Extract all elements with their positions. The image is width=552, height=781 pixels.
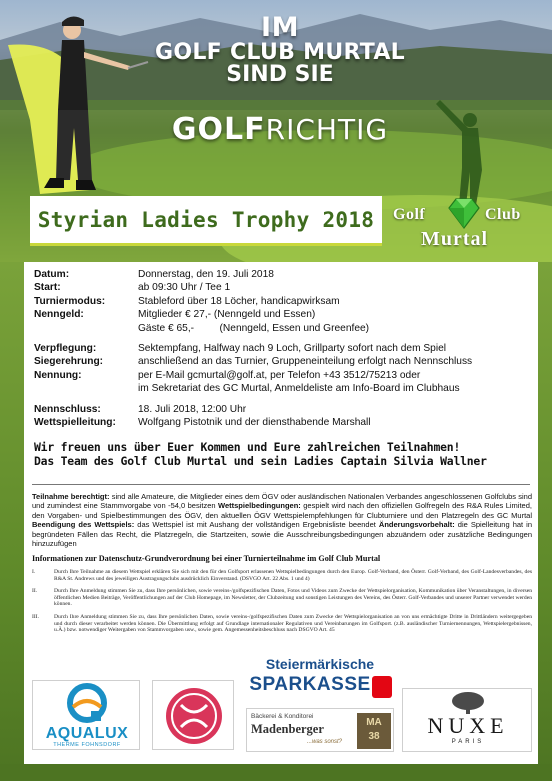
- detail-value: Gäste € 65,- (Nenngeld, Essen und Greenfee): [138, 322, 370, 334]
- madenberger-line3: ...was sonst?: [307, 739, 343, 745]
- privacy-item-number: III.: [32, 613, 39, 620]
- detail-value: anschließend an das Turnier, Gruppeneinteilung erfolgt nach Nennschluss: [138, 356, 473, 368]
- welcome-line2: Das Team des Golf Club Murtal und sein Ladies Captain Silvia Wallner: [34, 454, 487, 468]
- madenberger-line2: Madenberger: [251, 722, 324, 736]
- detail-row: [34, 355, 534, 368]
- list-item: [32, 588, 532, 608]
- detail-label: Nennung:: [34, 369, 82, 381]
- list-item: [32, 614, 532, 634]
- detail-label: [34, 382, 138, 395]
- aqualux-logo-icon: [33, 681, 140, 725]
- terms-heading: Wettspielbedingungen:: [218, 501, 301, 511]
- detail-value: Sektempfang, Halfway nach 9 Loch, Grillparty sofort nach dem Spiel: [138, 343, 447, 355]
- madenberger-line1: Bäckerei & Konditorei: [251, 713, 314, 720]
- club-logo-word1: Golf: [393, 206, 426, 223]
- slogan-bold: GOLF: [171, 112, 266, 147]
- detail-label: Nennschluss:: [34, 403, 101, 415]
- detail-label: Start:: [34, 282, 61, 294]
- detail-row: [34, 281, 534, 294]
- madenberger-badge: [357, 713, 391, 749]
- sparkasse-line1: Steiermärkische: [265, 656, 375, 672]
- terms-heading: Änderungsvorbehalt:: [378, 520, 455, 530]
- nuxe-name: NUXE: [427, 713, 509, 738]
- event-details: [34, 268, 534, 429]
- detail-value: ab 09:30 Uhr / Tee 1: [138, 282, 231, 294]
- detail-row: [34, 403, 534, 416]
- detail-row: [34, 308, 534, 321]
- hero-title-line2: GOLF CLUB MURTAL: [155, 39, 405, 65]
- aqualux-name: AQUALUX: [45, 725, 129, 742]
- detail-value: Donnerstag, den 19. Juli 2018: [138, 269, 274, 280]
- sponsor-sparkasse: [246, 654, 394, 706]
- detail-row: [34, 369, 534, 382]
- hero-title-line3: SIND SIE: [226, 61, 334, 87]
- welcome-message: [34, 440, 534, 468]
- event-title-band: [30, 196, 382, 246]
- tree-icon: [403, 689, 532, 715]
- terms-paragraph: [32, 492, 532, 548]
- hero-title: [140, 14, 420, 86]
- detail-label: Verpflegung:: [34, 343, 97, 355]
- privacy-item-text: Durch Ihre Anmeldung stimmen Sie zu, dass Ihre persönlichen Daten, sowie vereins-/golfspezifischen Daten zum Zwecke der Wettspielorganisation an von uns ermächtigte Dritte in Drittländern weitergegeben und durch dieser verarbeitet werden können. Die Übermittlung erfolgt auf Grundlage internationaler Regulativen und Vereinbarungen im Golfsport. (z.B. ausländischer Turniernennungen, Wettspielergebnissen, u.Ä.) bzw. notwendiger Weitergaben von Stammvorgaben usw., sowie gem. Angemessenheitsbeschluss nach DSGVO Art. 45: [54, 613, 532, 634]
- club-logo-word3: Murtal: [421, 228, 489, 250]
- divider: [32, 484, 530, 485]
- privacy-title: Informationen zur Datenschutz-Grundverordnung bei einer Turnierteilnahme im Golf Club Murtal: [32, 554, 381, 563]
- welcome-line1: Wir freuen uns über Euer Kommen und Eure zahlreichen Teilnahmen!: [34, 440, 461, 454]
- detail-row: [34, 382, 534, 395]
- hero-banner: [0, 0, 552, 262]
- detail-value: Stableford über 18 Löcher, handicapwirksam: [138, 295, 340, 307]
- privacy-list: [32, 569, 532, 640]
- terms-text: gespielt wird nach den offiziellen Golfregeln des R&A Rules Limited, den Vorgaben- und Spielbestimmungen des ÖGV, den aktuellen ÖGV Wettspielempfehlungen für Clubturniere und den Platzregeln des GC Murtal: [32, 501, 532, 520]
- detail-value: im Sekretariat des GC Murtal, Anmeldeliste am Info-Board im Clubhaus: [138, 383, 460, 395]
- frame-bottom: [0, 764, 552, 781]
- detail-value[interactable]: per E-Mail gcmurtal@golf.at, per Telefon +43 3512/75213 oder: [138, 369, 421, 381]
- sponsor-nuxe: [402, 688, 532, 752]
- detail-label: Nenngeld:: [34, 309, 84, 321]
- detail-row: [34, 342, 534, 355]
- frame-left: [0, 262, 24, 781]
- detail-label: Wettspielleitung:: [34, 417, 116, 429]
- slogan: [160, 112, 400, 147]
- list-item: [32, 569, 532, 582]
- privacy-item-text: Durch Ihre Teilnahme an diesem Wettspiel erklären Sie sich mit den für den Golfsport erlassenen Wettspielbedingungen durch den Europ. Golf-Verband, den Österr. Golf-Verband, des Golf-Landesverbandes, des R&A St. Andrews und des jeweiligen Austragungsclubs ausdrücklich Einverstand. (DSVGO Art. 22 Abs. 1 und 4): [54, 569, 532, 582]
- flyer-content: [24, 262, 538, 764]
- club-logo-word2: Club: [485, 206, 521, 223]
- detail-value: 18. Juli 2018, 12:00 Uhr: [138, 403, 247, 415]
- detail-label: [34, 322, 138, 335]
- club-logo: [385, 192, 545, 256]
- event-title: Styrian Ladies Trophy 2018: [37, 207, 375, 232]
- terms-heading: Beendigung des Wettspiels:: [32, 520, 135, 530]
- nuxe-subtitle: PARIS: [451, 739, 485, 745]
- sponsor-aqualux: [32, 680, 140, 750]
- privacy-item-text: Durch Ihre Anmeldung stimmen Sie zu, dass Ihre persönlichen, sowie vereins-/golfspezifischen Daten, Fotos und Videos zum Zwecke der Wettspielorganisation, Kommunikation über Veranstaltungen, in diversen öffentlichen Medien Beiträge, Veröffentlichungen auf der Club Homepage, im Newsletter, der Clubzeitung und sonstigen Leistungen des Vereins, des Österr. Golf-Verbandes und unserer Partner verwendet werden können.: [54, 588, 532, 608]
- detail-row: [34, 322, 534, 335]
- detail-value: Mitglieder € 27,- (Nenngeld und Essen): [138, 309, 316, 321]
- detail-row: [34, 295, 534, 308]
- terms-text: sind alle Amateure, die Mitglieder eines dem ÖGV oder ausländischen Nationalen Verbandes angeschlossenen Golfclubs sind und zumindest eine Stammvorgabe von -54,0 besitzen: [32, 492, 533, 511]
- privacy-item-number: I.: [32, 569, 36, 575]
- frame-right: [538, 262, 552, 781]
- sponsor-round-logo: [152, 680, 234, 750]
- madenberger-badge-bottom: 38: [368, 731, 380, 742]
- hero-title-line1: IM: [261, 12, 299, 43]
- detail-label: Datum:: [34, 269, 70, 280]
- terms-heading: Teilnahme berechtigt:: [32, 492, 110, 501]
- slogan-light: RICHTIG: [265, 113, 389, 146]
- detail-label: Turniermodus:: [34, 295, 106, 307]
- privacy-item-number: II.: [32, 588, 38, 595]
- sparkasse-line2: SPARKASSE: [249, 674, 371, 695]
- detail-row: [34, 268, 534, 281]
- sparkasse-s-icon: [372, 676, 392, 698]
- detail-label: Siegerehrung:: [34, 356, 104, 368]
- aqualux-subtitle: THERME FOHNSDORF: [53, 742, 121, 748]
- emerald-icon: [447, 196, 481, 230]
- terms-text: die Spielleitung hat in begründeten Fällen das Recht, die Platzregeln, die Startzeiten, sowie die Ausschreibungsbedingungen abzuändern oder zusätzliche Bedingungen hinzuzufügen: [32, 520, 533, 549]
- madenberger-badge-top: MA: [366, 717, 382, 728]
- round-logo-icon: [153, 681, 234, 750]
- detail-value: Wolfgang Pistotnik und der diensthabende Marshall: [138, 417, 371, 429]
- terms-text: das Wettspiel ist mit Aushang der vollständigen Ergebnisliste beendet: [134, 520, 379, 530]
- sponsor-madenberger: [246, 708, 394, 752]
- detail-row: [34, 416, 534, 429]
